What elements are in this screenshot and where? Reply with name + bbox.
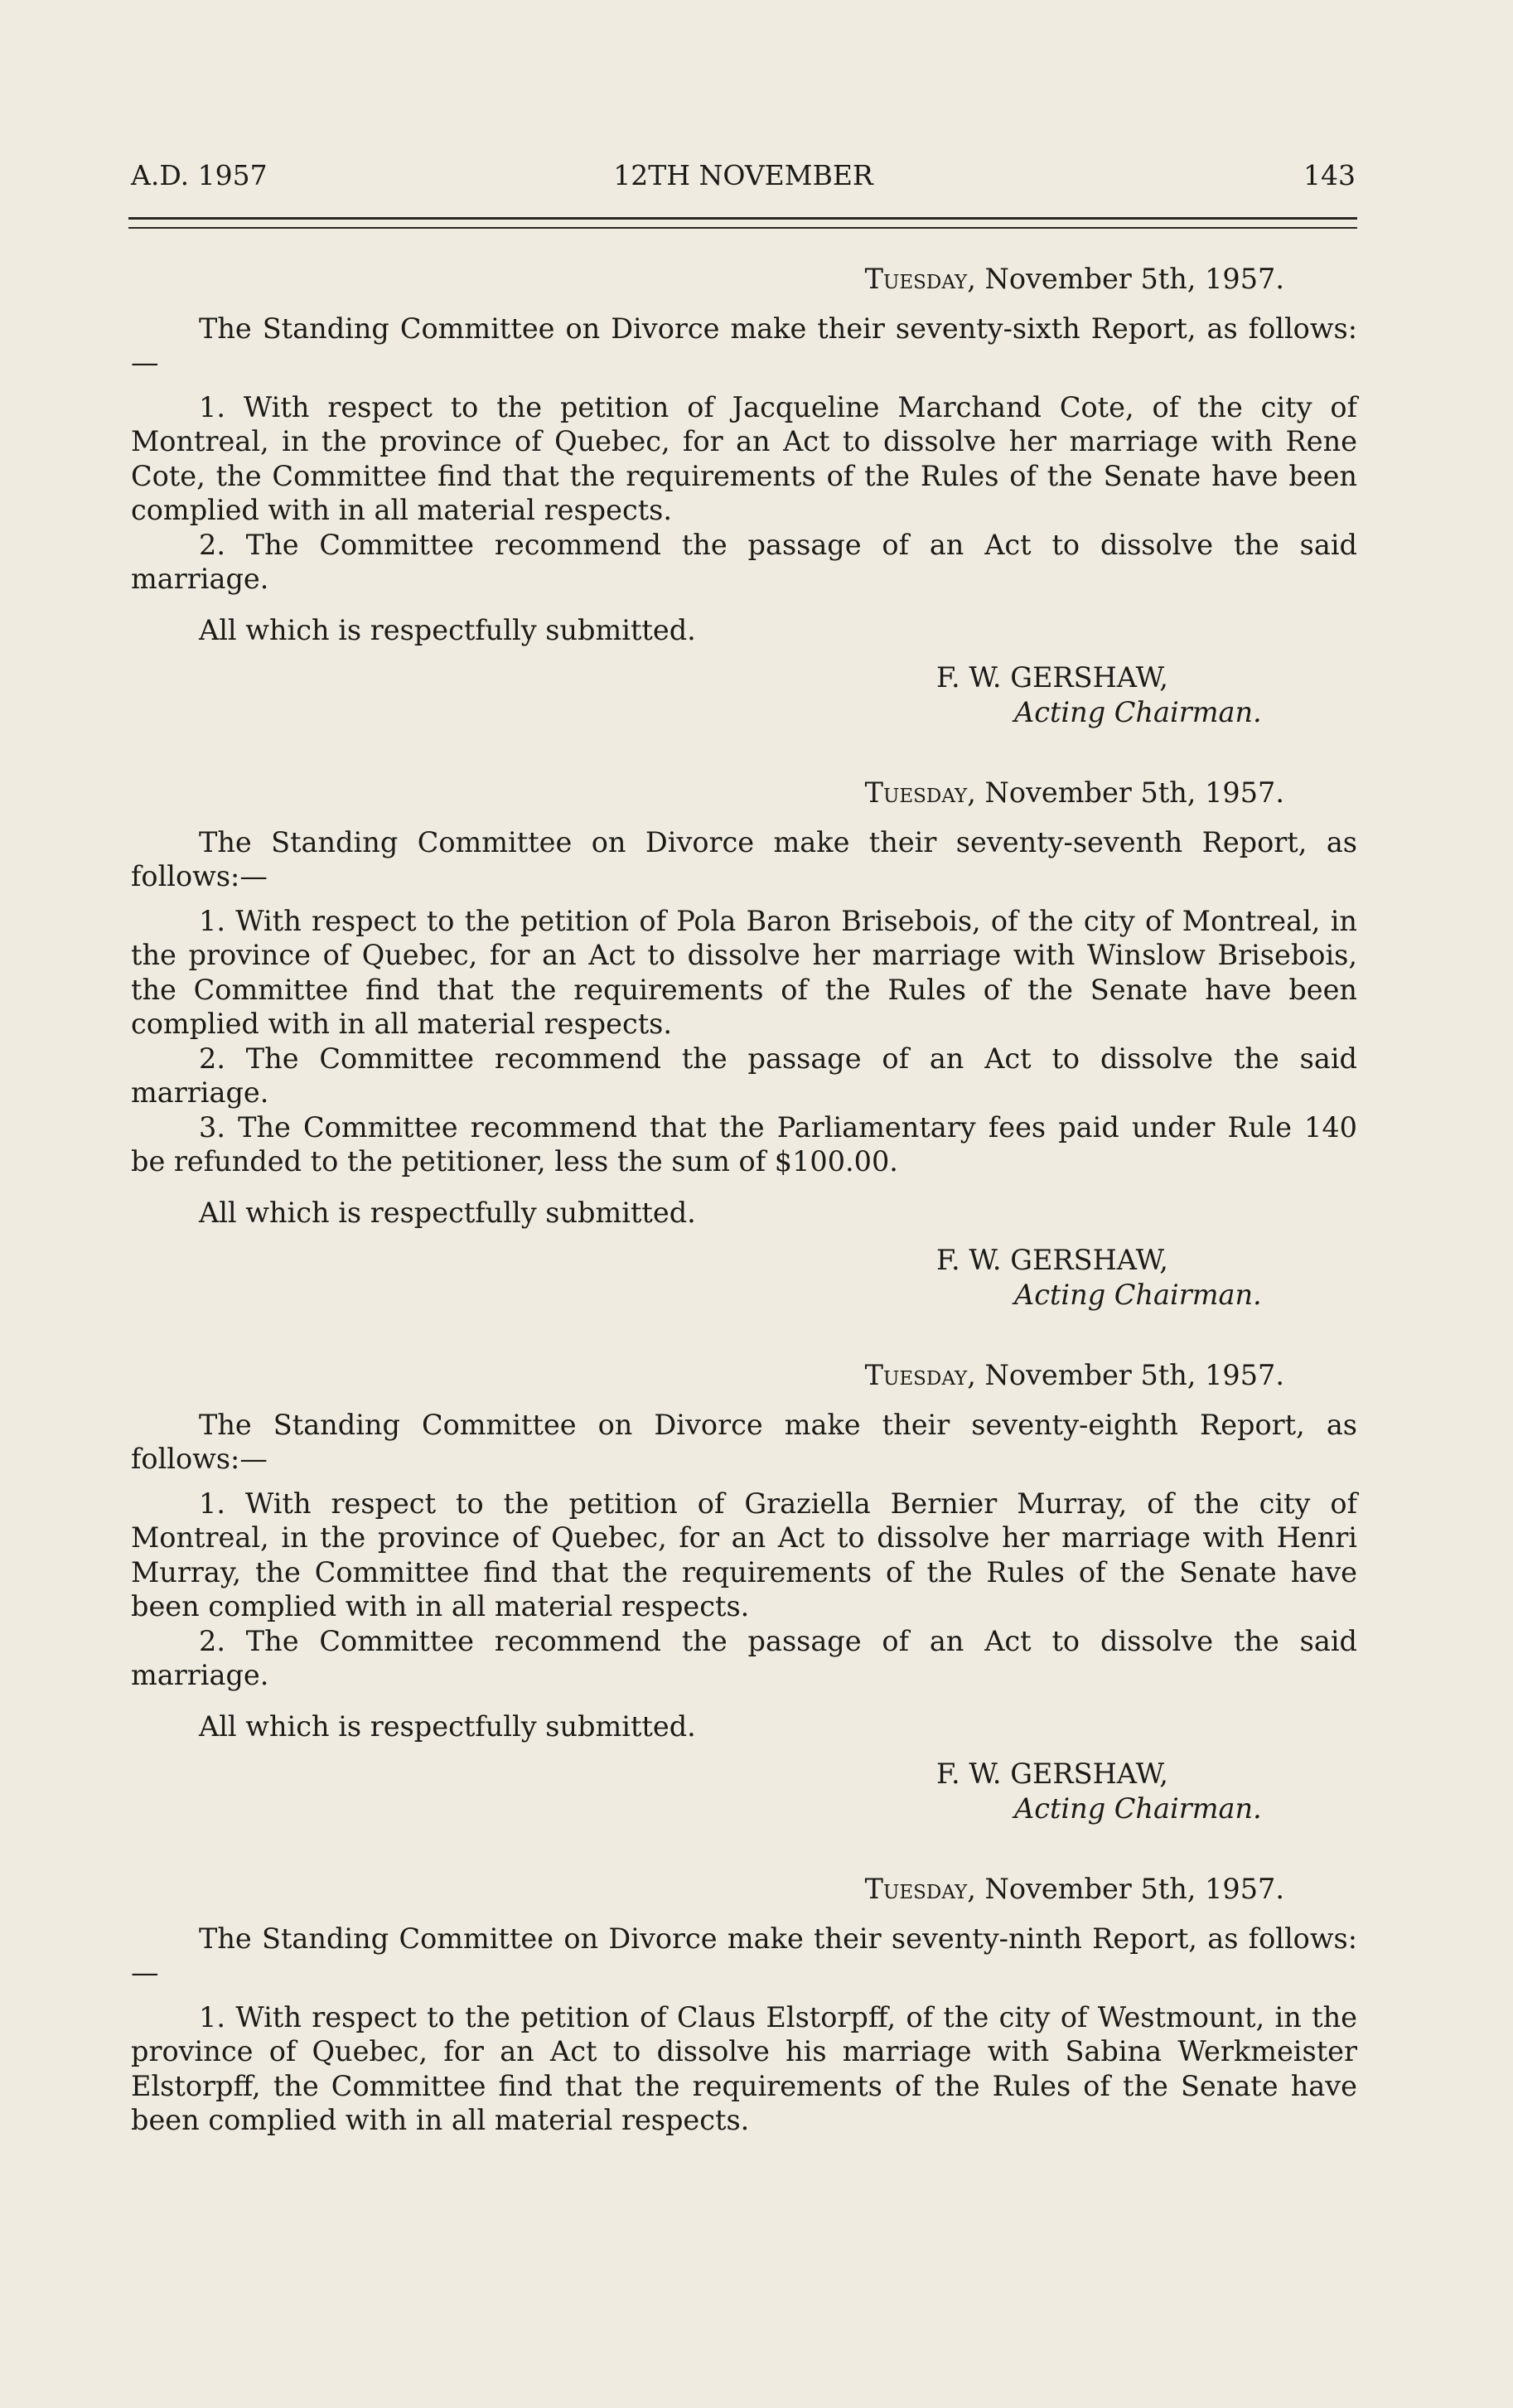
report-intro: The Standing Committee on Divorce make their seventy-ninth Report, as follows:—	[131, 1922, 1357, 1989]
signer-title: Acting Chairman.	[1014, 1278, 1262, 1311]
page-header	[131, 159, 1356, 201]
signer-title: Acting Chairman.	[1014, 1791, 1262, 1825]
report-section	[131, 776, 1357, 1312]
report-section	[131, 1872, 1357, 2138]
header-date: 12TH NOVEMBER	[613, 159, 873, 191]
report-day: Tuesday,	[864, 1873, 976, 1905]
page-content	[131, 262, 1357, 2138]
report-item: 3. The Committee recommend that the Parliamentary fees paid under Rule 140 be refunded to the petitioner, less the sum of $100.00.	[131, 1110, 1357, 1177]
signer-name: F. W. GERSHAW,	[936, 1758, 1168, 1790]
header-year: A.D. 1957	[131, 159, 268, 191]
submitted-line: All which is respectfully submitted.	[199, 1709, 696, 1743]
section-gap	[131, 729, 1357, 776]
report-intro: The Standing Committee on Divorce make their seventy-seventh Report, as follows:—	[131, 825, 1357, 892]
signer-name: F. W. GERSHAW,	[936, 1244, 1168, 1276]
report-item: 1. With respect to the petition of Claus Elstorpff, of the city of Westmount, in the province of Quebec, for an Act to dissolve his marriage with Sabina Werkmeister Elstorpff, the Committee find that the requirements of the Rules of the Senate have been complied with in all material respects.	[131, 2000, 1357, 2136]
report-date	[131, 1358, 1357, 1393]
report-section	[131, 262, 1357, 729]
submitted-line: All which is respectfully submitted.	[199, 613, 696, 646]
report-date	[131, 776, 1357, 810]
report-item: 2. The Committee recommend the passage of an Act to dissolve the said marriage.	[131, 528, 1357, 595]
header-rule-top	[128, 217, 1357, 220]
report-date-text: November 5th, 1957.	[984, 1873, 1284, 1905]
report-item: 1. With respect to the petition of Pola Baron Brisebois, of the city of Montreal, in the province of Quebec, for an Act to dissolve her marriage with Winslow Brisebois, the Committee find that the requirements of the Rules of the Senate have been complied with in all material respects.	[131, 904, 1357, 1040]
report-date-text: November 5th, 1957.	[984, 1359, 1284, 1391]
section-gap	[131, 1825, 1357, 1872]
section-gap	[131, 1312, 1357, 1358]
signer-name: F. W. GERSHAW,	[936, 661, 1168, 694]
report-day: Tuesday,	[864, 263, 976, 295]
report-date	[131, 1872, 1357, 1907]
report-date-text: November 5th, 1957.	[984, 776, 1284, 809]
submitted-line: All which is respectfully submitted.	[199, 1196, 696, 1229]
report-item: 2. The Committee recommend the passage of an Act to dissolve the said marriage.	[131, 1624, 1357, 1691]
signer-title: Acting Chairman.	[1014, 695, 1262, 728]
report-intro: The Standing Committee on Divorce make their seventy-sixth Report, as follows:—	[131, 312, 1357, 379]
report-item: 2. The Committee recommend the passage of an Act to dissolve the said marriage.	[131, 1042, 1357, 1109]
report-date-text: November 5th, 1957.	[984, 263, 1284, 295]
header-rule-bottom	[128, 227, 1357, 229]
report-item: 1. With respect to the petition of Graziella Bernier Murray, of the city of Montreal, in the province of Quebec, for an Act to dissolve her marriage with Henri Murray, the Committee find that the requirements of the Rules of the Senate have been complied with in all material respects.	[131, 1487, 1357, 1622]
report-intro: The Standing Committee on Divorce make their seventy-eighth Report, as follows:—	[131, 1408, 1357, 1475]
page-number: 143	[1303, 159, 1356, 191]
report-date	[131, 262, 1357, 297]
report-item: 1. With respect to the petition of Jacqueline Marchand Cote, of the city of Montreal, in the province of Quebec, for an Act to dissolve her marriage with Rene Cote, the Committee find that the requirements of the Rules of the Senate have been complied with in all material respects.	[131, 390, 1357, 526]
report-day: Tuesday,	[864, 776, 976, 809]
report-day: Tuesday,	[864, 1359, 976, 1391]
report-section	[131, 1358, 1357, 1825]
